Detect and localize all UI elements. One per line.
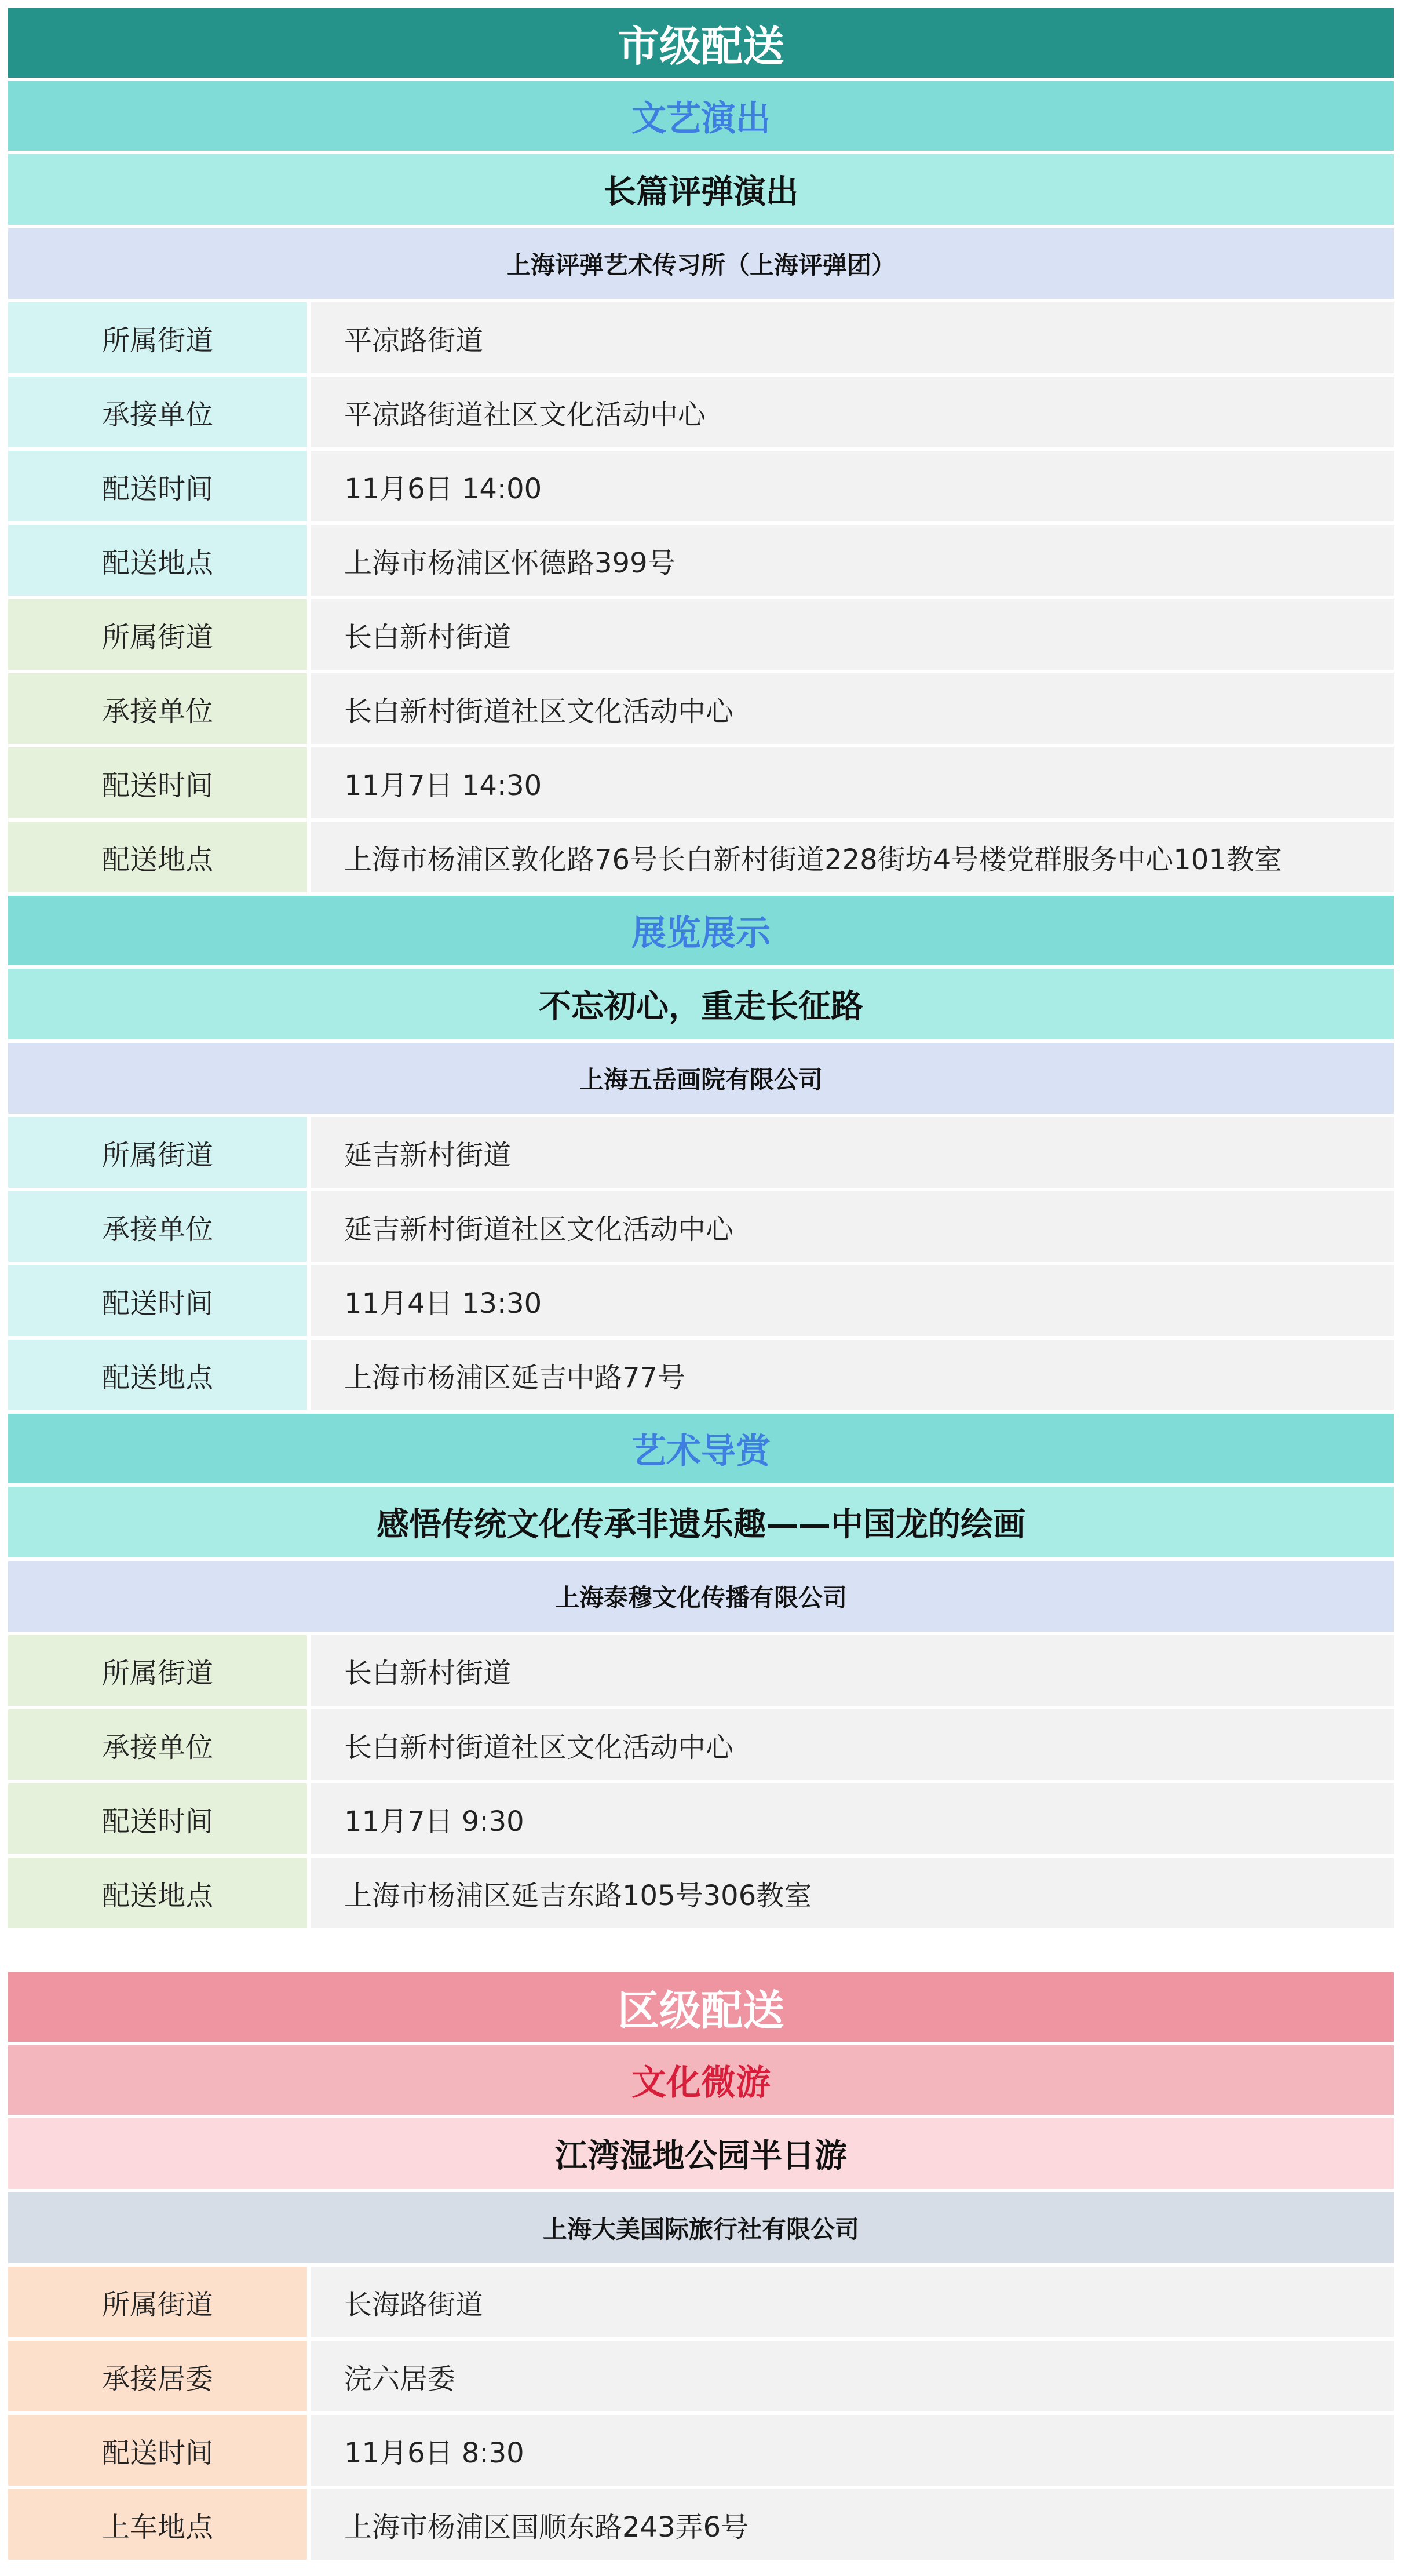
row-label: 配送地点 [8, 1340, 307, 1410]
program-title: 长篇评弹演出 [8, 154, 1394, 225]
category-title: 展览展示 [8, 896, 1394, 965]
row-value: 上海市杨浦区国顺东路243弄6号 [311, 2489, 1394, 2560]
row-label: 配送时间 [8, 451, 307, 521]
city-level-title: 市级配送 [8, 8, 1394, 78]
row-value: 延吉新村街道社区文化活动中心 [311, 1191, 1394, 1262]
row-label: 配送地点 [8, 822, 307, 892]
row-label: 承接单位 [8, 673, 307, 744]
table-row [8, 822, 1394, 892]
row-value: 11月4日 13:30 [311, 1265, 1394, 1336]
table-row [8, 599, 1394, 670]
table-row [8, 1117, 1394, 1188]
table-row [8, 377, 1394, 447]
row-label: 配送时间 [8, 1265, 307, 1336]
table-row [8, 2415, 1394, 2486]
row-value: 长白新村街道社区文化活动中心 [311, 673, 1394, 744]
row-label: 配送时间 [8, 1783, 307, 1854]
row-label: 承接单位 [8, 377, 307, 447]
row-value: 延吉新村街道 [311, 1117, 1394, 1188]
table-row [8, 1783, 1394, 1854]
row-label: 配送时间 [8, 2415, 307, 2486]
row-value: 长白新村街道社区文化活动中心 [311, 1709, 1394, 1780]
row-value: 11月7日 14:30 [311, 747, 1394, 818]
program-title: 江湾湿地公园半日游 [8, 2118, 1394, 2189]
organization-name: 上海五岳画院有限公司 [8, 1043, 1394, 1114]
row-value: 长海路街道 [311, 2267, 1394, 2337]
row-label: 承接单位 [8, 1709, 307, 1780]
category-title: 文化微游 [8, 2045, 1394, 2115]
table-row [8, 451, 1394, 521]
row-value: 平凉路街道社区文化活动中心 [311, 377, 1394, 447]
district-delivery-block [8, 1972, 1394, 2563]
program-title: 感悟传统文化传承非遗乐趣——中国龙的绘画 [8, 1487, 1394, 1557]
row-value: 平凉路街道 [311, 302, 1394, 373]
category-title: 文艺演出 [8, 81, 1394, 151]
section-spacer [8, 1932, 1394, 1972]
row-label: 承接居委 [8, 2341, 307, 2411]
table-row [8, 1340, 1394, 1410]
row-value: 11月6日 8:30 [311, 2415, 1394, 2486]
organization-name: 上海泰穆文化传播有限公司 [8, 1561, 1394, 1632]
category-title: 艺术导赏 [8, 1414, 1394, 1483]
row-value: 上海市杨浦区延吉中路77号 [311, 1340, 1394, 1410]
row-label: 所属街道 [8, 2267, 307, 2337]
organization-name: 上海大美国际旅行社有限公司 [8, 2192, 1394, 2263]
row-label: 上车地点 [8, 2489, 307, 2560]
organization-name: 上海评弹艺术传习所（上海评弹团） [8, 228, 1394, 299]
row-label: 配送时间 [8, 747, 307, 818]
table-row [8, 2267, 1394, 2337]
row-value: 浣六居委 [311, 2341, 1394, 2411]
row-value: 长白新村街道 [311, 1635, 1394, 1706]
table-row [8, 1709, 1394, 1780]
table-row [8, 2341, 1394, 2411]
row-value: 上海市杨浦区怀德路399号 [311, 525, 1394, 596]
table-row [8, 747, 1394, 818]
row-value: 11月7日 9:30 [311, 1783, 1394, 1854]
row-label: 所属街道 [8, 599, 307, 670]
row-label: 配送地点 [8, 1858, 307, 1928]
row-value: 11月6日 14:00 [311, 451, 1394, 521]
table-row [8, 1635, 1394, 1706]
row-label: 所属街道 [8, 1117, 307, 1188]
city-delivery-block [8, 8, 1394, 1932]
table-row [8, 1265, 1394, 1336]
row-label: 所属街道 [8, 302, 307, 373]
table-row [8, 525, 1394, 596]
row-value: 上海市杨浦区敦化路76号长白新村街道228街坊4号楼党群服务中心101教室 [311, 822, 1394, 892]
table-row [8, 1858, 1394, 1928]
row-label: 所属街道 [8, 1635, 307, 1706]
row-value: 上海市杨浦区延吉东路105号306教室 [311, 1858, 1394, 1928]
district-level-title: 区级配送 [8, 1972, 1394, 2042]
row-label: 承接单位 [8, 1191, 307, 1262]
table-row [8, 2489, 1394, 2560]
table-row [8, 673, 1394, 744]
program-title: 不忘初心，重走长征路 [8, 969, 1394, 1039]
table-row [8, 302, 1394, 373]
row-label: 配送地点 [8, 525, 307, 596]
table-row [8, 1191, 1394, 1262]
row-value: 长白新村街道 [311, 599, 1394, 670]
